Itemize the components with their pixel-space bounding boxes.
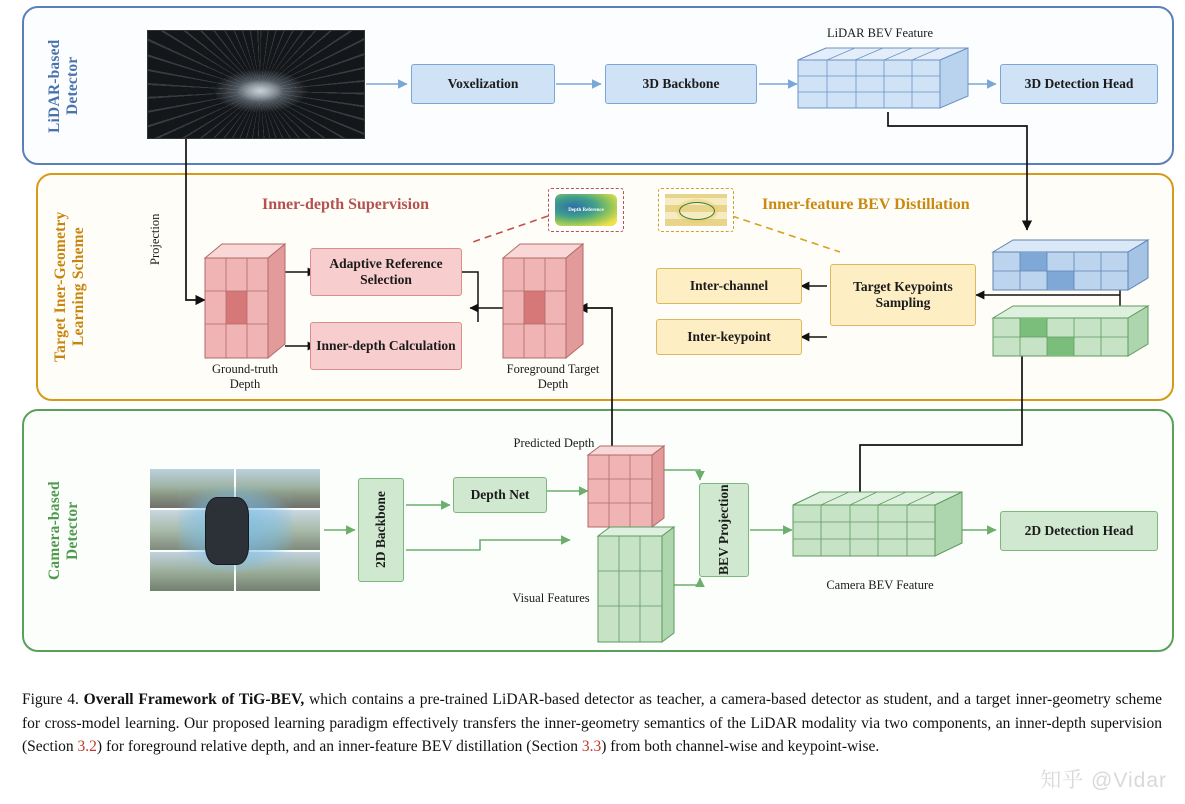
lidar-point-cloud-image xyxy=(147,30,365,139)
box-label: Adaptive Reference Selection xyxy=(329,255,443,287)
label-lidar-bev-feature: LiDAR BEV Feature xyxy=(826,26,933,40)
box-label: Inner-depth Calculation xyxy=(316,337,456,353)
box-depth-net[interactable]: Depth Net xyxy=(453,477,547,513)
lidar-bev-feature-grid xyxy=(798,48,968,108)
box-voxelization[interactable]: Voxelization xyxy=(411,64,555,104)
box-bev-projection[interactable] xyxy=(699,483,749,577)
ego-vehicle-icon xyxy=(205,497,249,565)
depth-reference-colormap: Depth Reference xyxy=(555,194,617,226)
predicted-depth-tensor xyxy=(588,446,664,527)
label-camera-bev-feature: Camera BEV Feature xyxy=(826,578,934,592)
caption-body-2: ) for foreground relative depth, and an inner-feature BEV distillation (Section xyxy=(96,738,582,756)
box-2d-backbone[interactable]: 2D Backbone xyxy=(358,478,404,582)
label-ground-truth-depth: Ground-truth Depth xyxy=(212,362,278,391)
panel-label-lidar: LiDAR-based Detector xyxy=(46,39,81,133)
panel-label-camera: Camera-based Detector xyxy=(46,481,81,581)
label-foreground-target-depth: Foreground Target Depth xyxy=(506,362,600,391)
box-3d-backbone[interactable]: 3D Backbone xyxy=(605,64,757,104)
label-predicted-depth: Predicted Depth xyxy=(513,436,595,450)
keypoint-reference-map xyxy=(665,194,727,226)
box-2d-detection-head[interactable]: 2D Detection Head xyxy=(1000,511,1158,551)
box-inner-depth-calculation[interactable] xyxy=(310,322,462,370)
keypoint-reference-thumbnail xyxy=(658,188,734,232)
box-inter-keypoint[interactable]: Inter-keypoint xyxy=(656,319,802,355)
box-label: Target Keypoints Sampling xyxy=(853,278,953,310)
box-3d-detection-head[interactable]: 3D Detection Head xyxy=(1000,64,1158,104)
box-target-keypoints-sampling[interactable] xyxy=(830,264,976,326)
label-projection: Projection xyxy=(148,213,162,265)
heading-inner-feature-bev-distillation: Inner-feature BEV Distillation xyxy=(762,196,970,213)
figure-caption xyxy=(22,688,1162,759)
visual-features-tensor xyxy=(598,527,674,642)
caption-body-3: ) from both channel-wise and keypoint-wise. xyxy=(601,738,880,756)
panel-label-target: Target Iner-Geometry Learning Scheme xyxy=(52,211,87,363)
caption-section-ref-1: 3.2 xyxy=(77,738,97,756)
box-inter-channel[interactable]: Inter-channel xyxy=(656,268,802,304)
label-visual-features: Visual Features xyxy=(512,591,590,605)
caption-number: Figure 4. xyxy=(22,691,79,708)
depth-reference-thumbnail xyxy=(548,188,624,232)
caption-title: Overall Framework of TiG-BEV, xyxy=(83,691,305,708)
box-label: BEV Projection xyxy=(715,484,731,576)
heading-inner-depth-supervision: Inner-depth Supervision xyxy=(262,196,429,213)
ground-truth-depth-tensor xyxy=(205,244,285,358)
box-adaptive-reference-selection[interactable] xyxy=(310,248,462,296)
caption-section-ref-2: 3.3 xyxy=(581,738,602,756)
watermark: 知乎 @Vidar xyxy=(1040,769,1167,792)
caption-body-1: which contains a pre-trained LiDAR-based detector as teacher, a camera-based detector as student, and a target inner-geometry scheme for cross-model learning. Our proposed learning paradigm effectively transfers the inner-geometry semantics of the LiDAR modality via two components, an inner-depth supervision (Section xyxy=(22,691,1163,756)
target-lidar-bev-feature xyxy=(993,240,1148,290)
foreground-target-depth-tensor xyxy=(503,244,583,358)
camera-bev-feature-grid xyxy=(793,492,962,556)
target-camera-bev-feature xyxy=(993,306,1148,356)
